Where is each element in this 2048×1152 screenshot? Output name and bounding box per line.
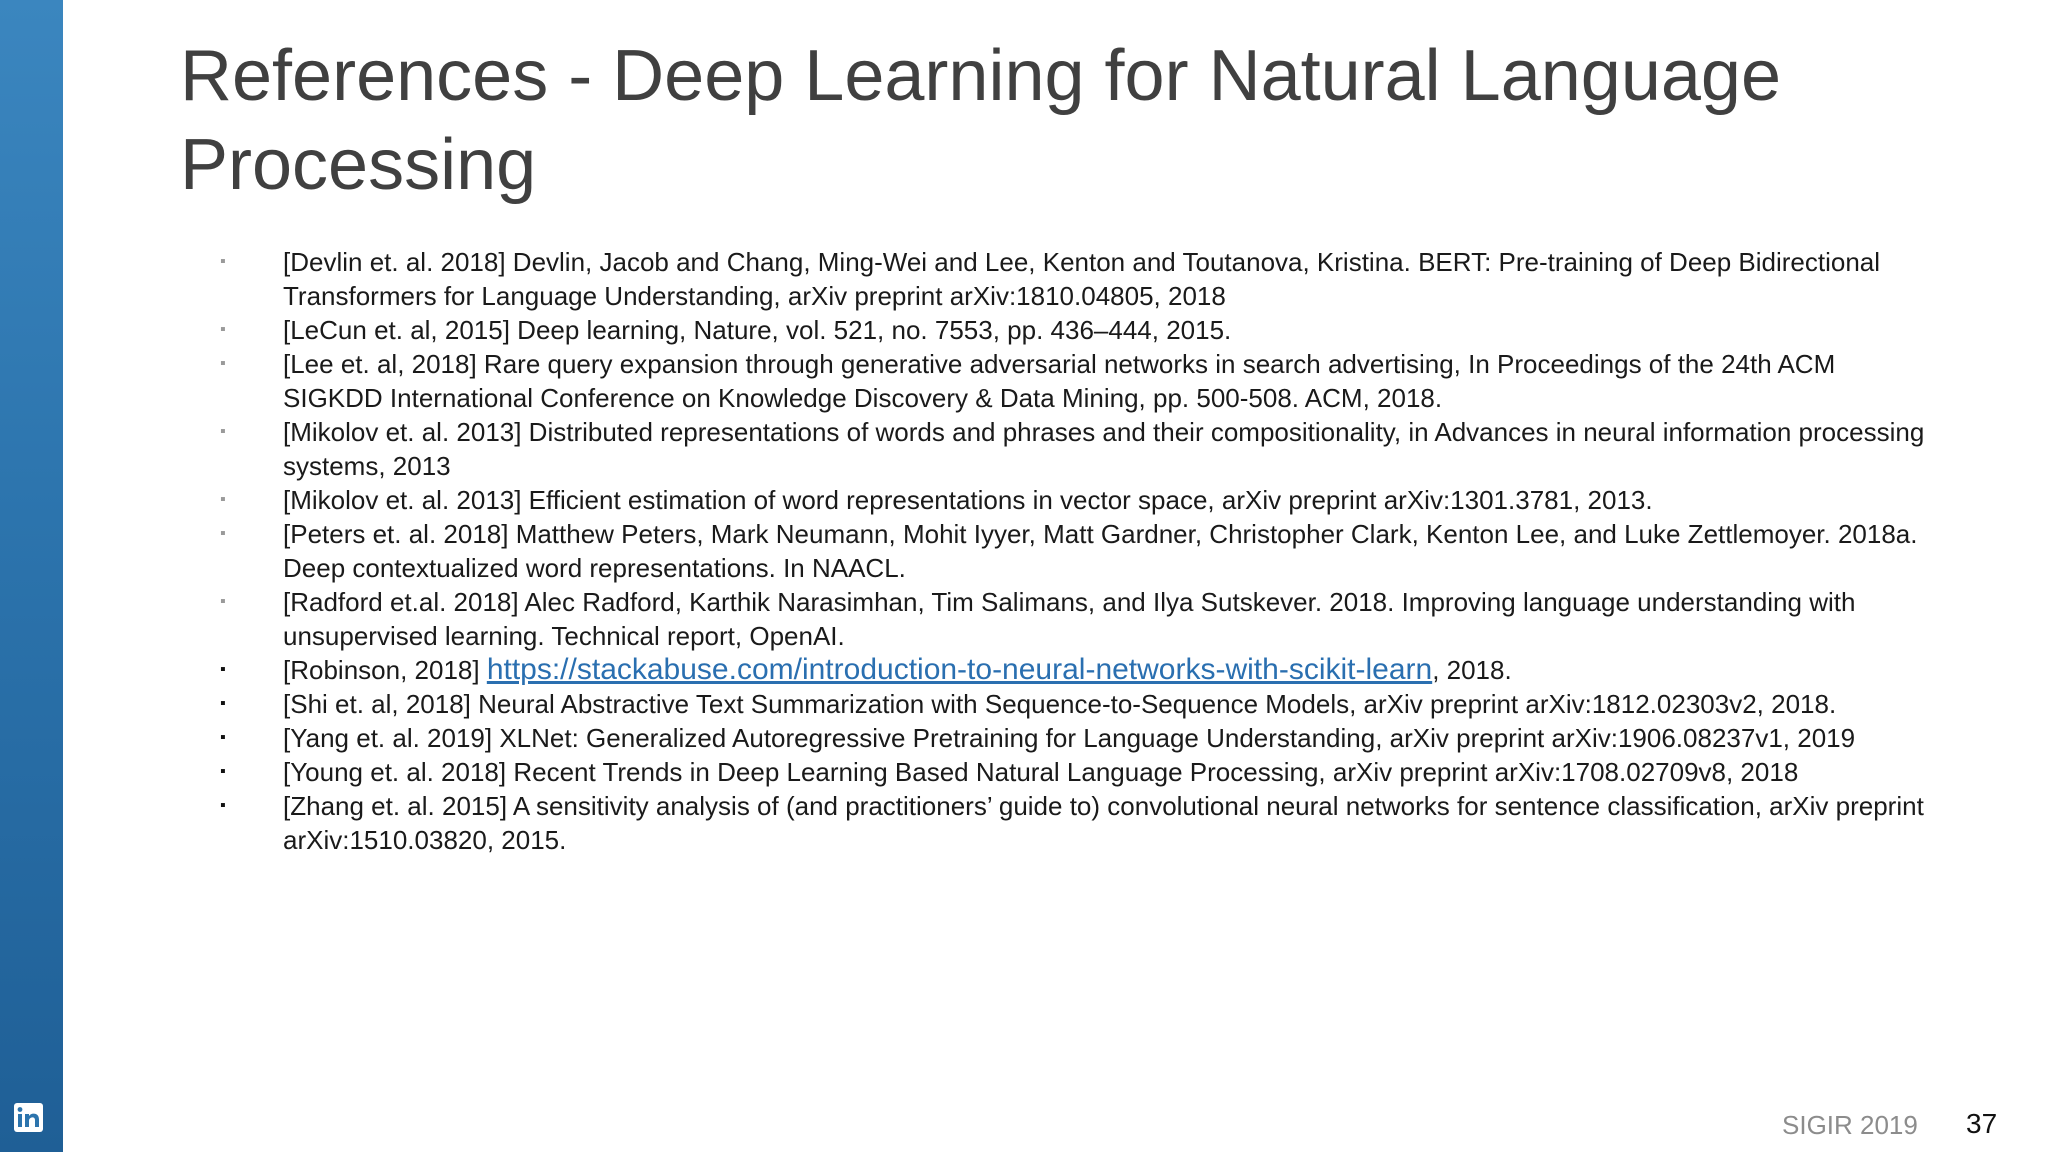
- bullet-icon: ▪: [220, 661, 226, 678]
- reference-text: [Lee et. al, 2018] Rare query expansion through generative adversarial networks in search advertising, In Proceedings of the 24th ACM SIGKDD International Conference on Knowledge Discovery & Data Mining, pp. 500-508. ACM, 2018.: [283, 349, 1836, 413]
- reference-item: [200, 483, 1930, 517]
- bullet-icon: ▪: [220, 321, 226, 338]
- reference-item: [200, 585, 1930, 653]
- reference-item: [200, 313, 1930, 347]
- reference-link[interactable]: https://stackabuse.com/introduction-to-neural-networks-with-scikit-learn: [486, 653, 1433, 686]
- linkedin-icon: [14, 1103, 43, 1132]
- reference-text: [Yang et. al. 2019] XLNet: Generalized Autoregressive Pretraining for Language Understanding, arXiv preprint arXiv:1906.08237v1, 2019: [283, 723, 1856, 753]
- reference-text: [Mikolov et. al. 2013] Distributed representations of words and phrases and their compositionality, in Advances in neural information processing systems, 2013: [283, 417, 1925, 481]
- reference-item: [200, 721, 1930, 755]
- reference-item: [200, 789, 1930, 857]
- reference-item: [200, 687, 1930, 721]
- bullet-icon: ▪: [220, 525, 226, 542]
- reference-text: , 2018.: [1432, 655, 1512, 685]
- bullet-icon: ▪: [220, 593, 226, 610]
- reference-item: [200, 755, 1930, 789]
- reference-text: [Radford et.al. 2018] Alec Radford, Karthik Narasimhan, Tim Salimans, and Ilya Sutskever. 2018. Improving language understanding with unsupervised learning. Technical report, OpenAI.: [283, 587, 1856, 651]
- page-number: 37: [1966, 1108, 1998, 1139]
- reference-text: [Shi et. al, 2018] Neural Abstractive Text Summarization with Sequence-to-Sequence Models, arXiv preprint arXiv:1812.02303v2, 2018.: [283, 689, 1837, 719]
- sidebar-accent-bar: [0, 0, 63, 1152]
- footer-event-label: SIGIR 2019: [1782, 1110, 1918, 1140]
- bullet-icon: ▪: [220, 355, 226, 372]
- slide-title: References - Deep Learning for Natural Language Processing: [180, 36, 1782, 205]
- reference-item: [200, 347, 1930, 415]
- reference-item: [200, 415, 1930, 483]
- bullet-icon: ▪: [220, 423, 226, 440]
- bullet-icon: ▪: [220, 491, 226, 508]
- bullet-icon: ▪: [220, 695, 226, 712]
- reference-text: [Devlin et. al. 2018] Devlin, Jacob and Chang, Ming-Wei and Lee, Kenton and Toutanova, Kristina. BERT: Pre-training of Deep Bidirectional Transformers for Language Understanding, arXiv preprint arXiv:1810.04805, 2018: [283, 247, 1881, 311]
- reference-text: [LeCun et. al, 2015] Deep learning, Nature, vol. 521, no. 7553, pp. 436–444, 2015.: [283, 315, 1232, 345]
- bullet-icon: ▪: [220, 729, 226, 746]
- reference-text: [Mikolov et. al. 2013] Efficient estimation of word representations in vector space, arXiv preprint arXiv:1301.3781, 2013.: [283, 485, 1653, 515]
- reference-item: [200, 653, 1930, 687]
- reference-text: [Robinson, 2018]: [283, 655, 487, 685]
- bullet-icon: ▪: [220, 253, 226, 270]
- reference-text: [Peters et. al. 2018] Matthew Peters, Mark Neumann, Mohit Iyyer, Matt Gardner, Christopher Clark, Kenton Lee, and Luke Zettlemoyer. 2018a. Deep contextualized word representations. In NAACL.: [283, 519, 1918, 583]
- bullet-icon: ▪: [220, 797, 226, 814]
- reference-text: [Zhang et. al. 2015] A sensitivity analysis of (and practitioners’ guide to) convolutional neural networks for sentence classification, arXiv preprint arXiv:1510.03820, 2015.: [283, 791, 1924, 855]
- bullet-icon: ▪: [220, 763, 226, 780]
- reference-text: [Young et. al. 2018] Recent Trends in Deep Learning Based Natural Language Processing, arXiv preprint arXiv:1708.02709v8, 2018: [283, 757, 1799, 787]
- reference-item: [200, 245, 1930, 313]
- reference-item: [200, 517, 1930, 585]
- reference-list: [200, 245, 1930, 857]
